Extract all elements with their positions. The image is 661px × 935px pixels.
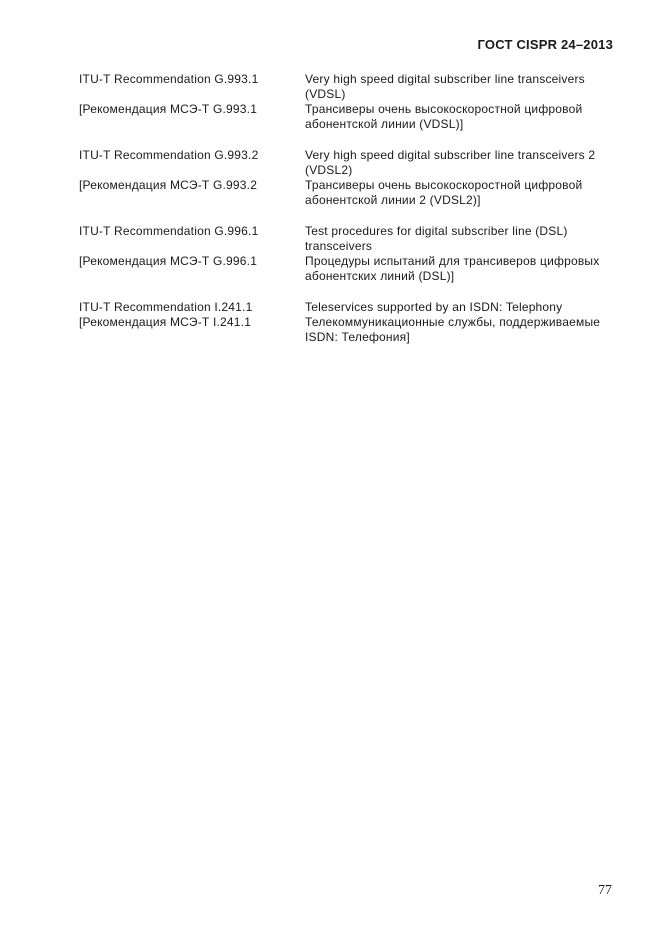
reference-row-ru	[79, 315, 619, 345]
reference-entry-i2411	[79, 300, 619, 345]
reference-title-en: Very high speed digital subscriber line transceivers 2 (VDSL2)	[305, 148, 596, 177]
reference-title-ru: Трансиверы очень высокоскоростной цифровой абонентской линии 2 (VDSL2)]	[305, 178, 583, 207]
reference-code-en: ITU-T Recommendation G.996.1	[79, 224, 259, 238]
reference-title-ru: Телекоммуникационные службы, поддерживаемые ISDN: Телефония]	[305, 315, 601, 344]
document-header: ГОСТ CISPR 24–2013	[477, 37, 613, 52]
reference-row-en	[79, 72, 619, 102]
reference-code-en: ITU-T Recommendation G.993.2	[79, 148, 259, 162]
page-number: 77	[598, 883, 612, 898]
reference-code-ru: [Рекомендация МСЭ-Т G.996.1	[79, 254, 258, 268]
reference-row-ru	[79, 254, 619, 284]
reference-code-ru: [Рекомендация МСЭ-Т G.993.2	[79, 178, 258, 192]
reference-title-en: Teleservices supported by an ISDN: Telephony	[305, 300, 563, 314]
reference-row-en	[79, 300, 619, 315]
reference-code-en: ITU-T Recommendation G.993.1	[79, 72, 259, 86]
reference-row-ru	[79, 178, 619, 208]
reference-entry-g9961	[79, 224, 619, 284]
reference-list	[79, 72, 619, 345]
reference-entry-g9931	[79, 72, 619, 132]
reference-code-ru: [Рекомендация МСЭ-Т I.241.1	[79, 315, 252, 329]
reference-row-ru	[79, 102, 619, 132]
reference-row-en	[79, 224, 619, 254]
reference-title-ru: Трансиверы очень высокоскоростной цифровой абонентской линии (VDSL)]	[305, 102, 583, 131]
reference-title-en: Test procedures for digital subscriber line (DSL) transceivers	[305, 224, 568, 253]
reference-code-ru: [Рекомендация МСЭ-Т G.993.1	[79, 102, 258, 116]
reference-entry-g9932	[79, 148, 619, 208]
reference-title-ru: Процедуры испытаний для трансиверов цифровых абонентских линий (DSL)]	[305, 254, 600, 283]
reference-row-en	[79, 148, 619, 178]
reference-code-en: ITU-T Recommendation I.241.1	[79, 300, 253, 314]
reference-title-en: Very high speed digital subscriber line transceivers (VDSL)	[305, 72, 585, 101]
